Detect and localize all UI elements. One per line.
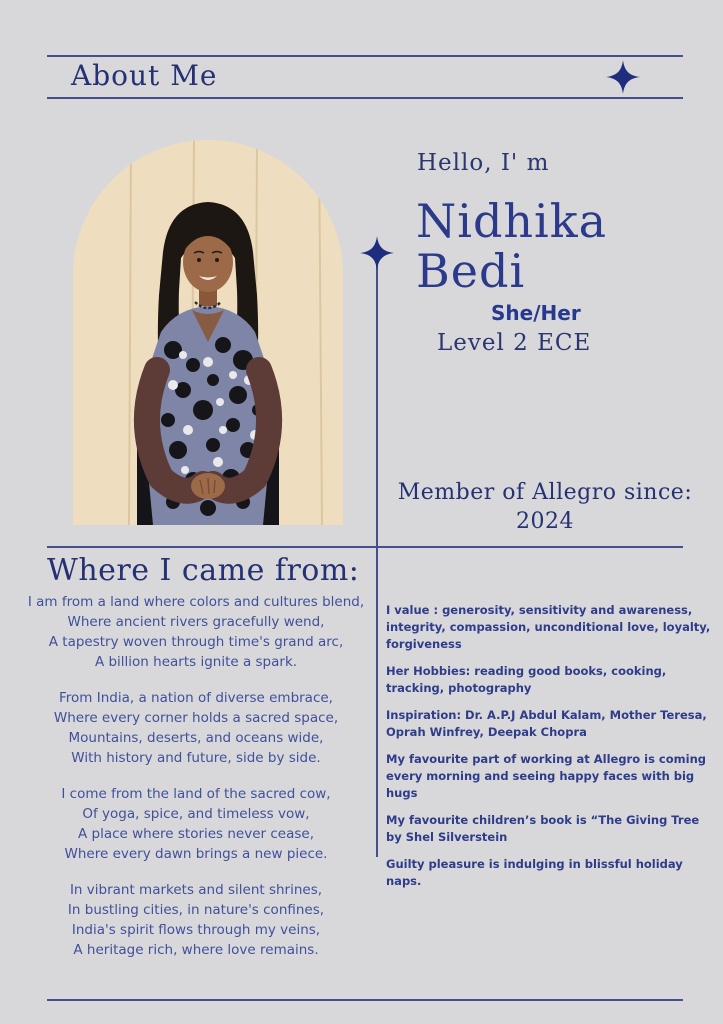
poem-line: With history and future, side by side. <box>71 750 321 766</box>
pronouns-text: She/Her <box>491 301 581 325</box>
section-rule <box>47 546 683 548</box>
poem-line: In vibrant markets and silent shrines, <box>69 882 323 898</box>
fact-item: Guilty pleasure is indulging in blissful holiday naps. <box>386 857 683 888</box>
origin-poem <box>16 592 376 976</box>
fact-item: I value : generosity, sensitivity and awareness, integrity, compassion, unconditional love, loyalty, forgiveness <box>386 603 711 651</box>
poem-line: Where every corner holds a sacred space, <box>53 710 339 726</box>
poem-line: A tapestry woven through time's grand arc, <box>48 634 344 650</box>
page-title: About Me <box>71 59 218 92</box>
vertical-divider <box>376 262 378 857</box>
sparkle-icon <box>360 236 394 270</box>
poem-line: I am from a land where colors and cultures blend, <box>27 594 365 610</box>
fact-item: Inspiration: Dr. A.P.J Abdul Kalam, Mother Teresa, Oprah Winfrey, Deepak Chopra <box>386 708 707 739</box>
member-since <box>393 478 697 536</box>
poem-line: Where ancient rivers gracefully wend, <box>67 614 325 630</box>
sparkle-icon <box>606 60 640 94</box>
header-rule-bottom <box>47 97 683 99</box>
profile-first-name: Nidhika <box>416 194 608 248</box>
poem-line: Mountains, deserts, and oceans wide, <box>68 730 324 746</box>
footer-rule <box>47 999 683 1001</box>
facts-list <box>386 602 714 900</box>
poem-line: India's spirit flows through my veins, <box>71 922 321 938</box>
profile-name <box>416 196 607 296</box>
profile-last-name: Bedi <box>416 244 526 298</box>
fact-item: My favourite children’s book is “The Giving Tree by Shel Silverstein <box>386 813 700 844</box>
fact-item: Her Hobbies: reading good books, cooking, tracking, photography <box>386 664 667 695</box>
poem-line: A place where stories never cease, <box>77 826 315 842</box>
profile-photo <box>73 140 343 525</box>
poem-stanza <box>16 880 376 960</box>
person-illustration <box>73 140 343 525</box>
fact-item: My favourite part of working at Allegro is coming every morning and seeing happy faces with big hugs <box>386 752 706 800</box>
header-rule-top <box>47 55 683 57</box>
greeting-text: Hello, I' m <box>417 150 550 176</box>
poem-stanza <box>16 784 376 864</box>
poem-line: A billion hearts ignite a spark. <box>94 654 298 670</box>
member-since-label: Member of Allegro since: <box>397 480 693 505</box>
member-since-year: 2024 <box>516 509 574 534</box>
poem-stanza <box>16 688 376 768</box>
poem-stanza <box>16 592 376 672</box>
poem-line: I come from the land of the sacred cow, <box>61 786 331 802</box>
poem-line: From India, a nation of diverse embrace, <box>59 690 333 706</box>
poem-line: Of yoga, spice, and timeless vow, <box>82 806 310 822</box>
poem-line: In bustling cities, in nature's confines, <box>67 902 325 918</box>
role-text: Level 2 ECE <box>437 330 592 356</box>
origin-heading: Where I came from: <box>47 553 360 588</box>
poem-line: A heritage rich, where love remains. <box>73 942 319 958</box>
poem-line: Where every dawn brings a new piece. <box>64 846 328 862</box>
